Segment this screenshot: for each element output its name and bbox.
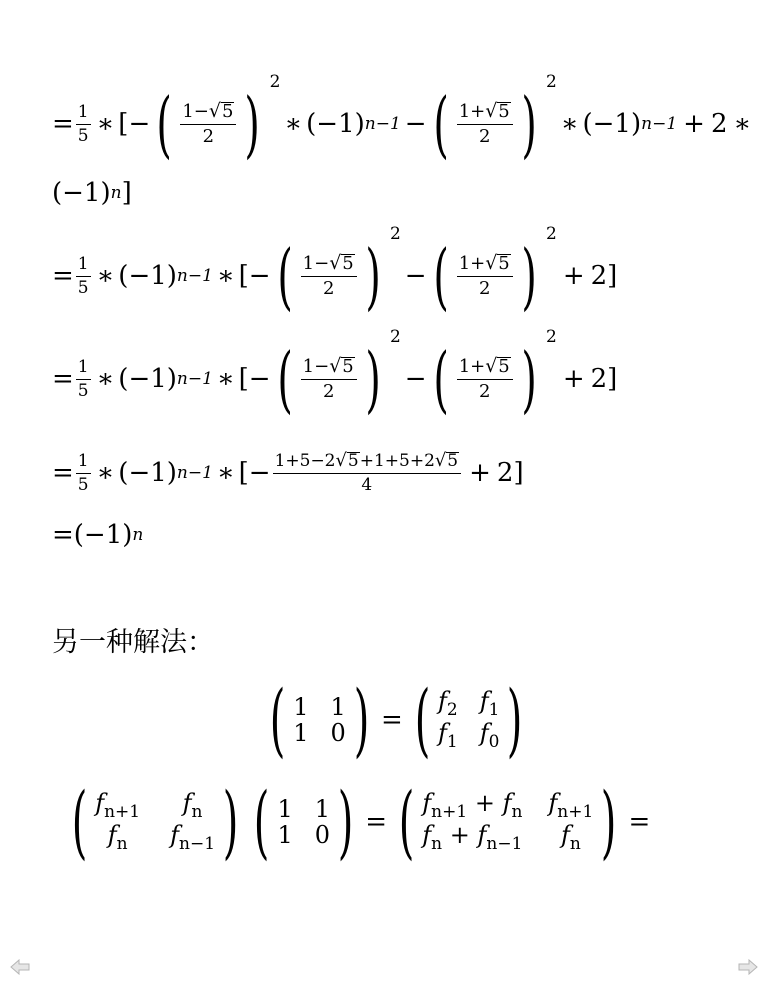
matrix-q [246, 775, 361, 868]
f-symbol: f [479, 687, 489, 716]
f-symbol: f [502, 789, 512, 818]
next-page-button[interactable] [738, 959, 758, 980]
sqrt-five [485, 354, 511, 377]
numerator-text: 1+ [458, 355, 486, 377]
left-paren: ( [276, 337, 293, 421]
equals-sign: = [52, 109, 74, 139]
matrix-grid [438, 689, 499, 751]
exponent: 2 [269, 72, 281, 92]
sqrt-five [208, 99, 235, 122]
numerator-part-2: +1+5+2 [359, 451, 435, 471]
plus-sign: + [562, 261, 585, 291]
matrix-cell [95, 791, 140, 821]
subscript: 0 [488, 731, 500, 752]
minus-sign: − [404, 109, 427, 139]
numerator [180, 99, 236, 125]
fraction-one-fifth [76, 103, 91, 145]
section-heading: 另一种解法： [52, 627, 214, 658]
matrix-cell: 1 [314, 795, 331, 823]
radicand: 5 [347, 451, 359, 471]
right-bracket: ] [607, 364, 618, 394]
matrix-grid [293, 695, 346, 745]
left-bracket: [ [118, 109, 129, 139]
times-sign: ∗ [96, 364, 115, 394]
neg-one: (−1) [306, 109, 365, 139]
subscript: 2 [446, 700, 458, 720]
f-symbol: f [477, 821, 487, 849]
subscript: n [569, 833, 581, 854]
subscript: n [191, 802, 203, 822]
matrix-cell [170, 823, 215, 853]
matrix-cell [438, 721, 458, 751]
two: 2 [710, 109, 728, 139]
numerator [301, 251, 357, 277]
fraction-expanded [273, 452, 462, 495]
times-sign: ∗ [216, 261, 235, 291]
radicand: 5 [498, 252, 510, 274]
numerator: 1 [76, 358, 91, 380]
numerator-text: 1− [302, 355, 330, 377]
fraction-one-fifth [76, 255, 91, 297]
numerator-part-1: 1+5−2 [274, 451, 336, 471]
right-paren: ) [521, 337, 537, 421]
equals-sign: = [52, 364, 74, 394]
numerator: 1 [76, 452, 91, 474]
fraction-one-fifth [76, 358, 91, 400]
left-bracket: [ [238, 458, 249, 489]
f-symbol: f [548, 789, 558, 818]
fraction-phi-bar [180, 99, 236, 147]
right-paren: ) [521, 82, 537, 166]
paren-group-2 [427, 224, 557, 318]
sqrt-five [485, 251, 511, 274]
two: 2 [590, 364, 608, 394]
denominator: 2 [478, 125, 491, 147]
plus-sign: + [449, 821, 470, 849]
paren-group-2 [427, 327, 557, 421]
prev-page-button[interactable] [10, 959, 30, 980]
paren-group-1 [150, 72, 281, 166]
left-bracket: [ [238, 261, 249, 291]
matrix-cell: 0 [314, 821, 331, 849]
fraction-one-fifth [76, 452, 91, 494]
denominator: 5 [77, 380, 89, 401]
left-paren: ( [71, 775, 88, 868]
equals-sign: = [628, 807, 651, 837]
numerator: 1 [76, 103, 91, 125]
minus-sign: − [404, 261, 427, 291]
radicand: 5 [221, 100, 234, 122]
matrix-cell [422, 791, 522, 821]
equation-line-3: = $\frac{1}{5}$ ∗ (−1) n−1 ∗ [ − ( 1− √ 5 2 ) 2 − ( 1+ √ 5 2 ) 2 + 2 ] [52, 327, 618, 421]
left-arrow-icon [10, 959, 30, 975]
matrix-result [391, 775, 624, 868]
subscript: n−1 [179, 833, 216, 854]
minus-sign: − [128, 109, 151, 139]
matrix-cell: 1 [277, 795, 293, 823]
left-paren: ( [414, 673, 431, 766]
f-symbol: f [438, 719, 447, 747]
left-paren: ( [276, 234, 293, 318]
fraction-phi-bar [301, 251, 357, 299]
f-symbol: f [438, 687, 447, 716]
result-text: =(−1) [52, 520, 133, 550]
times-sign: ∗ [216, 458, 235, 489]
numerator-text: 1− [182, 100, 209, 122]
minus-sign: − [248, 261, 271, 291]
paren-group-1 [271, 224, 401, 318]
sqrt-five [329, 354, 355, 377]
equation-line-1-cont: (−1) n ] [52, 178, 132, 208]
denominator: 2 [202, 125, 215, 147]
radicand: 5 [342, 252, 354, 274]
left-paren: ( [432, 234, 449, 318]
matrix-cell [480, 689, 500, 719]
left-paren: ( [432, 82, 449, 166]
numerator-text: 1+ [458, 252, 486, 274]
left-paren: ( [156, 82, 173, 166]
f-symbol: f [479, 719, 489, 747]
matrix-fn [64, 775, 246, 868]
fraction-phi [457, 354, 513, 402]
right-paren: ) [337, 775, 354, 868]
left-bracket: [ [238, 364, 249, 394]
right-paren: ) [521, 234, 537, 318]
denominator: 2 [478, 277, 491, 299]
denominator: 5 [77, 125, 89, 146]
plus-sign: + [469, 458, 491, 489]
matrix-f [407, 673, 531, 766]
radical-icon: √ [335, 450, 347, 471]
right-paren: ) [601, 775, 617, 868]
sqrt-five [329, 251, 355, 274]
matrix-cell [95, 823, 140, 853]
radicand: 5 [498, 100, 510, 122]
f-symbol: f [95, 789, 105, 818]
numerator [301, 354, 357, 380]
right-paren: ) [365, 337, 381, 421]
denominator: 2 [322, 380, 335, 402]
exponent: 2 [389, 224, 401, 244]
f-symbol: f [170, 821, 180, 849]
neg-one: (−1) [118, 364, 177, 394]
times-sign: ∗ [96, 261, 115, 291]
exponent: 2 [389, 327, 401, 347]
left-paren: ( [398, 775, 415, 868]
numerator [457, 354, 513, 380]
matrix-cell: 1 [293, 719, 309, 747]
exponent: 2 [546, 72, 557, 92]
fraction-phi [457, 251, 513, 299]
radical-icon: √ [485, 354, 498, 377]
subscript: 1 [446, 731, 458, 752]
f-symbol: f [107, 821, 117, 849]
numerator-text: 1− [302, 252, 330, 274]
times-sign: ∗ [96, 109, 115, 139]
radical-icon: √ [329, 354, 342, 377]
right-paren: ) [244, 82, 261, 166]
right-bracket: ] [607, 261, 618, 291]
denominator: 2 [322, 277, 335, 299]
exponent: 2 [546, 224, 557, 244]
plus-sign: + [683, 109, 705, 139]
matrix-cell [548, 791, 593, 821]
radical-icon: √ [208, 99, 221, 122]
denominator: 4 [361, 474, 373, 495]
f-symbol: f [422, 821, 432, 849]
radical-icon: √ [485, 251, 498, 274]
numerator: 1 [76, 255, 91, 277]
numerator-text: 1+ [458, 100, 486, 122]
times-sign: ∗ [284, 109, 303, 139]
matrix-cell [480, 721, 500, 751]
matrix-cell: 1 [277, 821, 293, 849]
equals-sign: = [365, 807, 388, 837]
equation-line-1: = $\frac{1}{5}$ ∗ [ − ( 1− √ 5 2 ) 2 ∗ (−1) n−1 − ( 1+ √ 5 2 ) 2 ∗ (−1) n−1 + 2 ∗ [52, 72, 752, 166]
plus-sign: + [474, 789, 495, 818]
f-symbol: f [182, 789, 192, 818]
minus-sign: − [248, 458, 271, 489]
equals-sign: = [381, 705, 403, 735]
sqrt-five [485, 99, 511, 122]
two: 2 [590, 261, 608, 291]
sqrt-five [336, 452, 360, 471]
equation-line-2: = $\frac{1}{5}$ ∗ (−1) n−1 ∗ [ − ( 1− √ 5 2 ) 2 − ( 1+ √ 5 2 ) 2 + 2 ] [52, 224, 618, 318]
two: 2 [496, 458, 514, 489]
matrix-q [262, 673, 377, 766]
f-symbol: f [560, 821, 570, 849]
subscript: n+1 [557, 802, 594, 822]
radicand: 5 [498, 355, 510, 377]
subscript: n [431, 833, 443, 854]
neg-one: (−1) [52, 178, 111, 208]
minus-sign: − [248, 364, 271, 394]
matrix-grid [95, 791, 215, 853]
subscript: n [511, 802, 523, 822]
matrix-cell [422, 823, 522, 853]
numerator [457, 99, 513, 125]
matrix-cell [548, 823, 593, 853]
fraction-phi-bar [301, 354, 357, 402]
radicand: 5 [447, 451, 459, 471]
denominator: 2 [478, 380, 491, 402]
equals-sign: = [52, 458, 74, 489]
exponent: 2 [546, 327, 557, 347]
left-paren: ( [432, 337, 449, 421]
numerator [273, 452, 462, 474]
times-sign: ∗ [733, 109, 752, 139]
times-sign: ∗ [560, 109, 579, 139]
right-bracket: ] [513, 458, 524, 489]
equals-sign: = [52, 261, 74, 291]
paren-group-1 [271, 327, 401, 421]
right-arrow-icon [738, 959, 758, 975]
times-sign: ∗ [216, 364, 235, 394]
right-paren: ) [365, 234, 381, 318]
numerator [457, 251, 513, 277]
left-paren: ( [254, 775, 270, 868]
matrix-equation-1 [262, 673, 531, 766]
sqrt-five [435, 452, 459, 471]
radical-icon: √ [329, 251, 342, 274]
matrix-grid [422, 791, 593, 853]
matrix-cell: 0 [330, 719, 346, 747]
left-paren: ( [269, 673, 286, 766]
subscript: n [116, 833, 128, 854]
radicand: 5 [342, 355, 354, 377]
right-paren: ) [222, 775, 239, 868]
right-bracket: ] [121, 178, 132, 208]
matrix-cell [438, 689, 458, 719]
plus-sign: + [562, 364, 585, 394]
radical-icon: √ [434, 450, 447, 471]
denominator: 5 [77, 277, 89, 298]
minus-sign: − [404, 364, 427, 394]
subscript: 1 [488, 700, 500, 720]
neg-one: (−1) [118, 261, 177, 291]
equation-line-4: = $\frac{1}{5}$ ∗ (−1) n−1 ∗ [ − 1+5−2 √ 5 +1+5+2 √ 5 4 + 2 ] [52, 450, 524, 495]
fraction-phi [457, 99, 513, 147]
subscript: n+1 [431, 802, 468, 822]
matrix-cell: 1 [293, 693, 309, 721]
right-paren: ) [353, 673, 370, 766]
f-symbol: f [422, 789, 432, 818]
matrix-grid [277, 797, 330, 847]
paren-group-2 [427, 72, 557, 166]
matrix-cell: 1 [330, 693, 346, 721]
subscript: n+1 [104, 802, 141, 822]
denominator: 5 [77, 474, 89, 495]
neg-one: (−1) [582, 109, 642, 139]
times-sign: ∗ [96, 458, 115, 489]
right-paren: ) [507, 673, 523, 766]
subscript: n−1 [486, 833, 523, 854]
radical-icon: √ [485, 99, 498, 122]
equation-line-5: =(−1) n [52, 520, 144, 550]
matrix-equation-2 [64, 775, 651, 868]
matrix-cell [170, 791, 215, 821]
neg-one: (−1) [118, 458, 177, 489]
